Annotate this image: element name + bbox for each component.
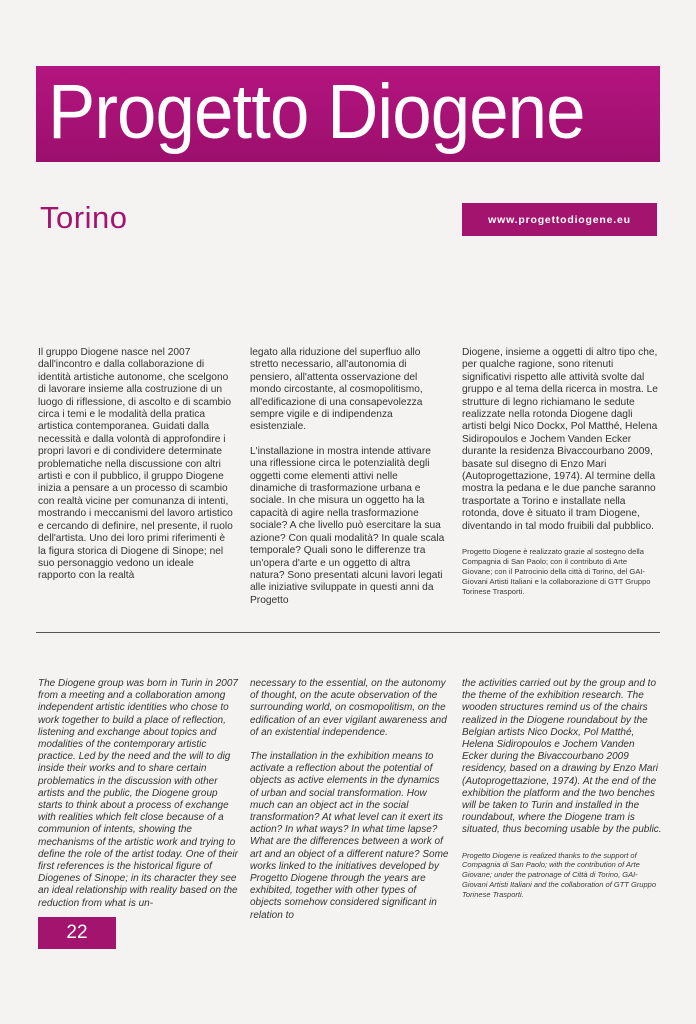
section-divider	[36, 632, 660, 633]
italian-paragraph: Il gruppo Diogene nasce nel 2007 dall'incontro e dalla collaborazione di identità artistiche autonome, che scelgono di lavorare insieme alla costruzione di un luogo di riflessione, di ascolto e di scambio circa i temi e le modalità della pratica artistica contemporanea. Guidati dalla necessità e dalla volontà di approfondire i propri lavori e di condividere determinate problematiche nella discussione con altri artisti e con il pubblico, il gruppo Diogene inizia a pensare a un processo di scambio con realtà vicine per comunanza di intenti, mostrando i meccanismi del lavoro artistico e cercando di definire, nel presente, il ruolo dell'artista. Uno dei loro primi riferimenti è la figura storica di Diogene di Sinope; nel suo personaggio vedono un ideale rapporto con la realtà	[38, 347, 233, 582]
italian-paragraph: legato alla riduzione del superfluo allo stretto necessario, all'autonomia di pensiero, all'attenta osservazione del mondo circostante, al cosmopolitismo, all'edificazione di una consapevolezza sempre vigile e di indipendenza esistenziale.	[250, 347, 423, 433]
english-column-2	[250, 678, 450, 922]
english-credit: Progetto Diogene is realized thanks to the support of Compagnia di San Paolo; with the contribution of Arte Giovane; under the patronage of Città di Torino, GAI-Giovani Artisti Italiani and the collaboration of GTT Gruppo Torinese Trasporti.	[462, 850, 656, 899]
english-column-1	[38, 678, 238, 910]
italian-paragraph: Diogene, insieme a oggetti di altro tipo che, per qualche ragione, sono ritenuti significativi rispetto alle attività svolte dal gruppo e al tema della ricerca in mostra. Le strutture di legno richiamano le sedute realizzate nella rotonda Diogene dagli artisti belgi Nico Dockx, Pol Matthé, Helena Sidiropoulos e Jochem Vanden Ecker durante la residenza Bivaccourbano 2009, basate sul disegno di Enzo Mari (Autoprogettazione, 1974). Al termine della mostra la pedana e le due panche saranno trasportate a Torino e installate nella rotonda, dove è situato il tram Diogene, diventando in tal modo fruibili dal pubblico.	[462, 347, 658, 532]
italian-column-2	[250, 347, 446, 607]
italian-credit: Progetto Diogene è realizzato grazie al sostegno della Compagnia di San Paolo; con il contributo di Arte Giovane; con il Patrocinio della città di Torino, del GAI-Giovani Artisti Italiani e la collaborazione di GTT Gruppo Torinese Trasporti.	[462, 547, 651, 597]
italian-column-1	[38, 347, 234, 583]
title-banner	[36, 66, 660, 162]
english-paragraph: necessary to the essential, on the autonomy of thought, on the acute observation of the surrounding world, on cosmopolitism, on the edification of an ever vigilant awareness and of an existential independence.	[250, 678, 447, 738]
city-heading: Torino	[40, 200, 128, 235]
english-paragraph: The Diogene group was born in Turin in 2007 from a meeting and a collaboration among independent artistic identities who chose to work together to build a place of reflection, listening and exchange about topics and modalities of the contemporary artistic practice. Led by the need and the will to dig inside their works and to share certain problematics in the discussion with other artists and the public, the Diogene group starts to think about a process of exchange with realities which felt close because of a communion of intents, showing the mechanisms of the artistic work and trying to define the role of the artist today. One of their first references is the historical figure of Diogenes of Sinope; in its character they see an ideal relationship with reality based on the reduction from what is un-	[38, 678, 238, 909]
english-paragraph: The installation in the exhibition means to activate a reflection about the potential of objects as active elements in the dynamics of urban and social transformation. How much can an object act in the social transformation? At what level can it exert its action? In what ways? In what time lapse? What are the differences between a work of art and an object of a different nature? Some works linked to the initiatives developed by Progetto Diogene through the years are exhibited, together with other types of objects somehow considered significant in relation to	[250, 751, 449, 921]
english-paragraph: the activities carried out by the group and to the theme of the exhibition research. The wooden structures remind us of the chairs realized in the Diogene roundabout by the Belgian artists Nico Dockx, Pol Matthé, Helena Sidiropoulos e Jochem Vanden Ecker during the Bivaccourbano 2009 residency, based on a drawing by Enzo Mari (Autoprogettazione, 1974). At the end of the exhibition the platform and the two benches will be taken to Turin and installed in the roundabout, where the Diogene tram is situated, thus becoming usable by the public.	[462, 678, 662, 836]
page-title: Progetto Diogene	[48, 69, 585, 155]
italian-column-3	[462, 347, 658, 597]
page-number: 22	[38, 917, 116, 949]
italian-paragraph: L'installazione in mostra intende attivare una riflessione circa le potenzialità degli oggetti come elementi attivi nelle dinamiche di trasformazione urbana e sociale. In che misura un oggetto ha la capacità di agire nella trasformazione sociale? A che livello può esercitare la sua azione? Con quali modalità? In quale scala temporale? Quali sono le differenze tra un'opera d'arte e un oggetto di altra natura? Sono presentati alcuni lavori legati alle iniziative sviluppate in questi anni da Progetto	[250, 445, 445, 606]
english-column-3	[462, 678, 662, 900]
website-url[interactable]: www.progettodiogene.eu	[462, 203, 657, 236]
